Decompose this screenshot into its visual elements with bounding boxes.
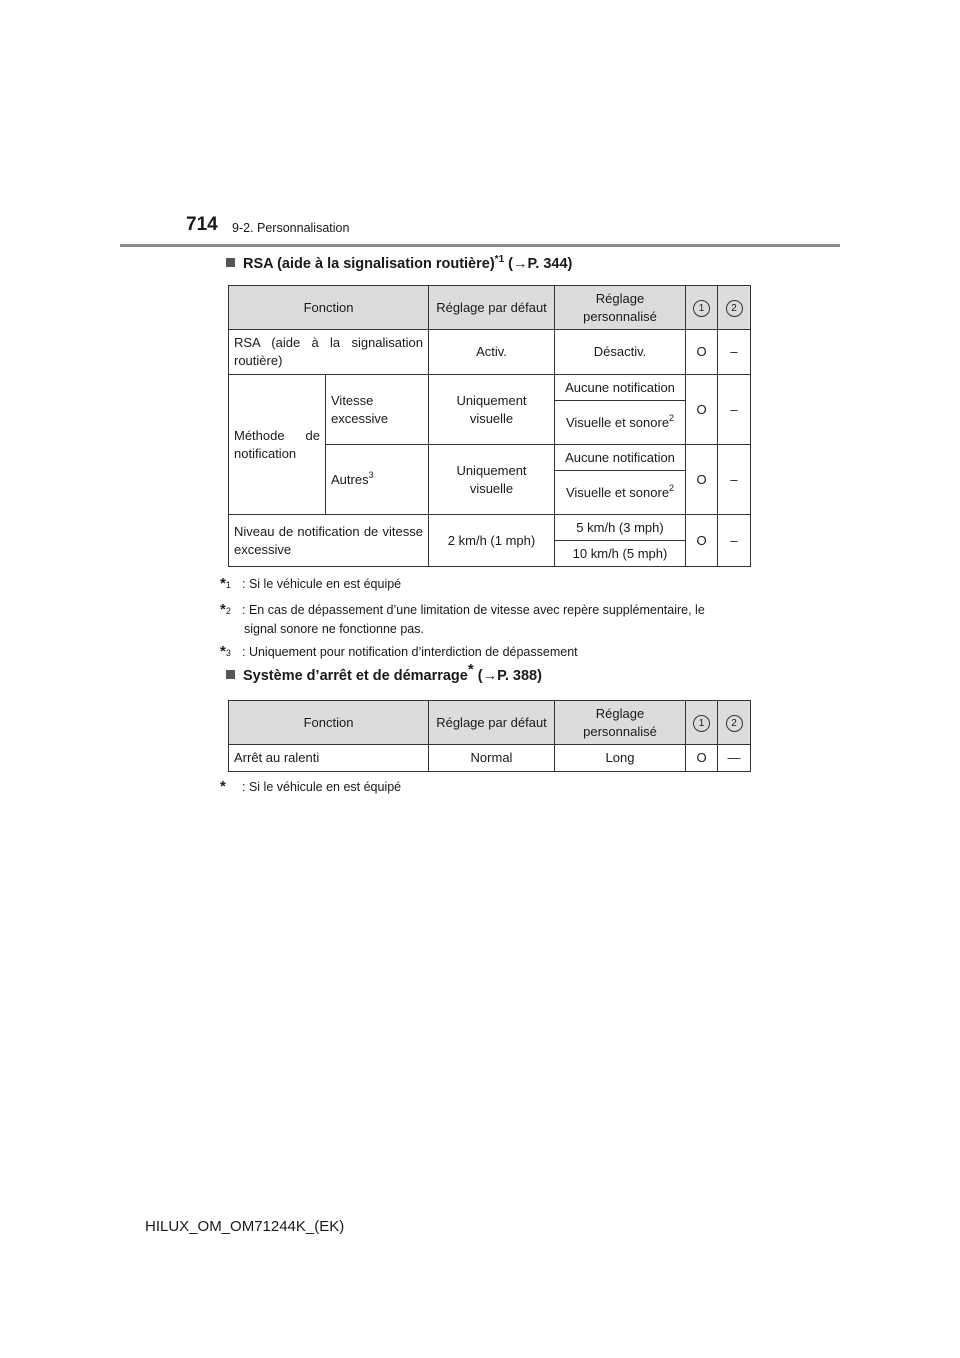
stop-start-heading-text: Système d’arrêt et de démarrage bbox=[243, 668, 468, 684]
cell-col1: O bbox=[686, 745, 718, 772]
header-perso: Réglage personnalisé bbox=[555, 701, 686, 745]
autres-text: Autres bbox=[331, 471, 369, 487]
cell-niveau-opt2: 10 km/h (5 mph) bbox=[555, 541, 686, 567]
table-row bbox=[229, 375, 751, 401]
header-rule bbox=[120, 244, 840, 247]
stop-start-table bbox=[228, 700, 751, 772]
footnote-3: *3 : Uniquement pour notification d’interdiction de dépassement bbox=[220, 643, 578, 660]
cell-col1: O bbox=[686, 515, 718, 567]
footnote-1: *1 : Si le véhicule en est équipé bbox=[220, 575, 402, 592]
header-fonction: Fonction bbox=[229, 286, 429, 330]
footnote-2: *2 : En cas de dépassement d’une limitation de vitesse avec repère supplémentaire, le signal sonore ne fonctionne pas. bbox=[220, 601, 705, 636]
cell-col2: – bbox=[718, 375, 751, 445]
footnote-mark: *3 bbox=[220, 643, 231, 660]
cell-niveau-opt1: 5 km/h (3 mph) bbox=[555, 515, 686, 541]
cell-col2: — bbox=[718, 745, 751, 772]
cell-perso: Long bbox=[555, 745, 686, 772]
cell-col2: – bbox=[718, 515, 751, 567]
table-header-row bbox=[229, 286, 751, 330]
page-number: 714 bbox=[186, 214, 218, 235]
cell-col2: – bbox=[718, 445, 751, 515]
footnote-text: En cas de dépassement d’une limitation de vitesse avec repère supplémentaire, le bbox=[248, 603, 705, 617]
table-header-row bbox=[229, 701, 751, 745]
circled-1-icon: 1 bbox=[693, 300, 710, 317]
cell-vitesse-defaut: Uniquement visuelle bbox=[429, 375, 555, 445]
footnote-text: Si le véhicule en est équipé bbox=[248, 780, 402, 794]
footnote-text: Uniquement pour notification d’interdiction de dépassement bbox=[248, 645, 578, 659]
table-row bbox=[229, 515, 751, 541]
circled-2-icon: 2 bbox=[726, 715, 743, 732]
stop-start-page-ref[interactable]: (→P. 388) bbox=[477, 668, 542, 684]
section-title: 9-2. Personnalisation bbox=[232, 221, 350, 235]
stop-start-heading bbox=[226, 661, 542, 684]
footnote-mark: * bbox=[220, 778, 226, 795]
cell-niveau: Niveau de notification de vitesse excessive bbox=[229, 515, 429, 567]
cell-autres bbox=[326, 445, 429, 515]
circled-2-icon: 2 bbox=[726, 300, 743, 317]
rsa-heading-mark: *1 bbox=[494, 254, 505, 265]
rsa-page-ref[interactable]: (→P. 344) bbox=[508, 255, 573, 272]
footnote-text-cont: signal sonore ne fonctionne pas. bbox=[244, 622, 424, 636]
cell-autres-defaut: Uniquement visuelle bbox=[429, 445, 555, 515]
cell-fonction: RSA (aide à la signalisation routière) bbox=[229, 330, 429, 375]
footnote-mark: 2 bbox=[669, 413, 675, 424]
cell-perso: Désactiv. bbox=[555, 330, 686, 375]
opt-text: Visuelle et sonore bbox=[565, 484, 670, 500]
header-defaut: Réglage par défaut bbox=[429, 286, 555, 330]
footnote-mark: 2 bbox=[669, 483, 675, 494]
footnote-mark: *2 bbox=[220, 601, 231, 618]
doc-code: HILUX_OM_OM71244K_(EK) bbox=[145, 1218, 345, 1235]
cell-vitesse-opt2 bbox=[555, 401, 686, 445]
cell-vitesse: Vitesse excessive bbox=[326, 375, 429, 445]
stop-start-heading-mark: * bbox=[467, 661, 474, 679]
rsa-table bbox=[228, 285, 751, 567]
cell-col1: O bbox=[686, 445, 718, 515]
square-bullet-icon bbox=[226, 258, 235, 267]
cell-fonction: Arrêt au ralenti bbox=[229, 745, 429, 772]
circled-1-icon: 1 bbox=[693, 715, 710, 732]
cell-col2: – bbox=[718, 330, 751, 375]
header-perso: Réglage personnalisé bbox=[555, 286, 686, 330]
cell-autres-opt2 bbox=[555, 471, 686, 515]
footnote-mark: *1 bbox=[220, 575, 231, 592]
rsa-heading-text: RSA (aide à la signalisation routière) bbox=[243, 255, 495, 272]
cell-vitesse-opt1: Aucune notification bbox=[555, 375, 686, 401]
header-fonction: Fonction bbox=[229, 701, 429, 745]
cell-autres-opt1: Aucune notification bbox=[555, 445, 686, 471]
cell-methode: Méthode de notification bbox=[229, 375, 326, 515]
footnote-text: Si le véhicule en est équipé bbox=[248, 577, 402, 591]
square-bullet-icon bbox=[226, 670, 235, 679]
cell-defaut: Activ. bbox=[429, 330, 555, 375]
stop-start-footnote: * : Si le véhicule en est équipé bbox=[220, 778, 402, 795]
cell-defaut: Normal bbox=[429, 745, 555, 772]
cell-col1: O bbox=[686, 330, 718, 375]
table-row bbox=[229, 745, 751, 772]
table-row bbox=[229, 330, 751, 375]
header-defaut: Réglage par défaut bbox=[429, 701, 555, 745]
opt-text: Visuelle et sonore bbox=[565, 414, 670, 430]
cell-col1: O bbox=[686, 375, 718, 445]
cell-niveau-defaut: 2 km/h (1 mph) bbox=[429, 515, 555, 567]
footnote-mark: 3 bbox=[368, 470, 374, 481]
rsa-heading bbox=[226, 254, 572, 272]
